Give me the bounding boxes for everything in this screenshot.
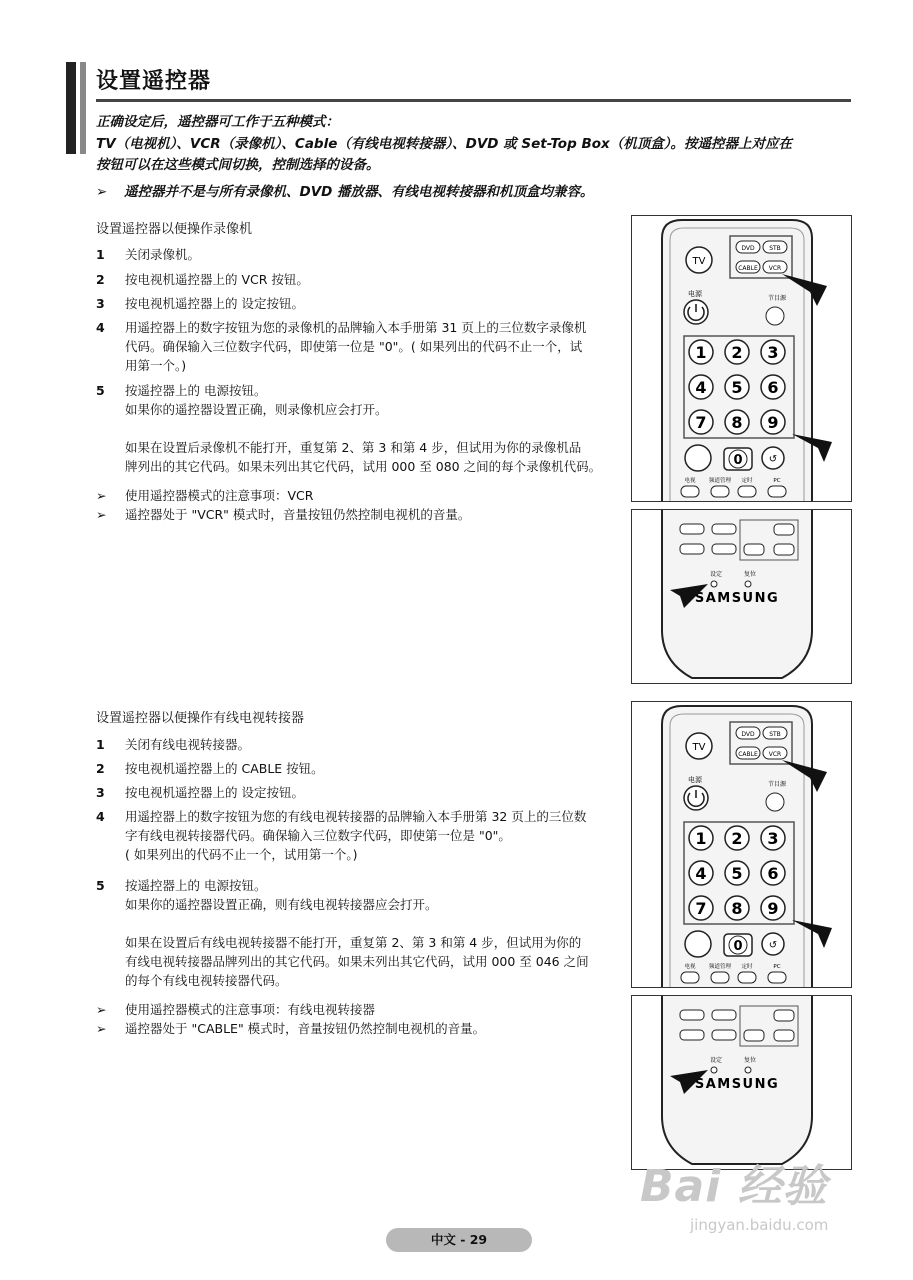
- watermark: [640, 1150, 870, 1250]
- intro-note-text: 遥控器并不是与所有录像机、DVD 播放器、有线电视转接器和机顶盒均兼容。: [124, 184, 594, 200]
- step-text: [125, 807, 630, 864]
- step-line: 如果在设置后录像机不能打开，重复第 2、第 3 和第 4 步，但试用为你的录像机品: [125, 440, 582, 455]
- prech-icon: ↺: [768, 454, 778, 465]
- step-line: 有线电视转接器品牌列出的其它代码。如果未列出其它代码，试用 000 至 046 之间: [125, 954, 589, 969]
- reset-button: [745, 1067, 751, 1073]
- note-text: 使用遥控器模式的注意事项：有线电视转接器: [125, 1002, 376, 1017]
- digit-0-label: 0: [733, 939, 743, 954]
- channel-down-button: [774, 1030, 794, 1041]
- digit-5-label: 5: [731, 378, 743, 397]
- intro-line-1: 正确设定后，遥控器可工作于五种模式：: [96, 114, 339, 130]
- row-button: [738, 486, 756, 497]
- header-bar-light: [80, 62, 86, 154]
- digit-9-label: 9: [767, 413, 779, 432]
- dash-button: [685, 931, 711, 957]
- step-line: 字有线电视转接器代码。确保输入三位数字代码，即使第一位是 "0"。: [125, 828, 511, 843]
- header-bar-dark: [66, 62, 76, 154]
- step-text: [125, 294, 630, 313]
- remote-top-1: [631, 215, 852, 502]
- step-line: 如果你的遥控器设置正确，则有线电视转接器应会打开。: [125, 897, 438, 912]
- step-line: 按电视机遥控器上的 CABLE 按钮。: [125, 761, 324, 776]
- digit-7-label: 7: [695, 899, 707, 918]
- note-marker: ➢: [96, 1021, 107, 1036]
- note-item: [96, 1019, 485, 1038]
- row-button: [768, 486, 786, 497]
- intro-line-2: TV（电视机）、VCR（录像机）、Cable（有线电视转接器）、DVD 或 Set-Top Box（机顶盒）。按遥控器上对应在: [96, 136, 792, 152]
- reset-button: [745, 581, 751, 587]
- power-label: 电源: [688, 776, 702, 784]
- remote-bottom-2: [631, 995, 852, 1170]
- stb-label: STB: [769, 731, 781, 738]
- step-line: 用遥控器上的数字按钮为您的录像机的品牌输入本手册第 31 页上的三位数字录像机: [125, 320, 587, 335]
- row-label: 定时: [741, 478, 753, 484]
- section2-title: 设置遥控器以便操作有线电视转接器: [96, 711, 305, 726]
- digit-6-label: 6: [767, 378, 779, 397]
- digit-5-label: 5: [731, 864, 743, 883]
- stb-label: STB: [769, 245, 781, 252]
- remote-top-2: [631, 701, 852, 988]
- step-text: [125, 318, 630, 375]
- small-button: [680, 1010, 704, 1020]
- dvd-label: DVD: [741, 245, 755, 252]
- channel-up-button: [774, 1010, 794, 1021]
- step-text: [125, 735, 630, 754]
- step-line: 用第一个。): [125, 358, 187, 373]
- channel-up-button: [774, 524, 794, 535]
- title-rule: [96, 99, 851, 102]
- step-line: 牌列出的其它代码。如果未列出其它代码，试用 000 至 080 之间的每个录像机代码。: [125, 459, 602, 474]
- step-line: [125, 914, 630, 933]
- watermark-url: jingyan.baidu.com: [690, 1216, 829, 1234]
- note-marker: ➢: [96, 184, 108, 200]
- row-button: [681, 486, 699, 497]
- row-button: [711, 972, 729, 983]
- tv-label: TV: [692, 256, 706, 267]
- dash-button: [685, 445, 711, 471]
- step-line: [125, 419, 630, 438]
- brand-logo: SAMSUNG: [694, 1077, 780, 1092]
- note-marker: ➢: [96, 488, 107, 503]
- set-button: [711, 1067, 717, 1073]
- vcr-label: VCR: [768, 751, 782, 758]
- row-button: [681, 972, 699, 983]
- step-number: 2: [96, 761, 105, 776]
- step-line: 按电视机遥控器上的 设定按钮。: [125, 296, 304, 311]
- source-label: 节目源: [768, 295, 787, 302]
- page-header: [66, 62, 851, 104]
- reset-label: 复位: [744, 1057, 757, 1064]
- page-number: 中文 - 29: [386, 1228, 532, 1252]
- reset-label: 复位: [744, 571, 757, 578]
- small-button: [712, 1010, 736, 1020]
- step-line: 按电视机遥控器上的 VCR 按钮。: [125, 272, 309, 287]
- small-button: [712, 524, 736, 534]
- note-item: [96, 505, 470, 524]
- step-line: 关闭有线电视转接器。: [125, 737, 251, 752]
- page-title: 设置遥控器: [96, 69, 212, 94]
- note-text: 遥控器处于 "VCR" 模式时，音量按钮仍然控制电视机的音量。: [125, 507, 471, 522]
- digit-8-label: 8: [731, 899, 743, 918]
- digit-7-label: 7: [695, 413, 707, 432]
- set-label: 设定: [710, 1057, 723, 1064]
- step-line: 代码。确保输入三位数字代码，即使第一位是 "0"。( 如果列出的代码不止一个，试: [125, 339, 583, 354]
- step-line: 关闭录像机。: [125, 247, 201, 262]
- small-button: [680, 524, 704, 534]
- step-line: 的每个有线电视转接器代码。: [125, 973, 288, 988]
- dvd-label: DVD: [741, 731, 755, 738]
- step-number: 1: [96, 247, 105, 262]
- step-text: [125, 876, 630, 990]
- section1-title: 设置遥控器以便操作录像机: [96, 222, 253, 237]
- digit-2-label: 2: [731, 829, 743, 848]
- step-number: 3: [96, 785, 105, 800]
- digit-1-label: 1: [695, 829, 707, 848]
- vcr-label: VCR: [768, 265, 782, 272]
- note-item: [96, 486, 313, 505]
- step-number: 4: [96, 320, 105, 335]
- step-text: [125, 381, 630, 476]
- mute-button: [744, 1030, 764, 1041]
- brand-logo: SAMSUNG: [694, 591, 780, 606]
- row-label: 频道管理: [708, 964, 732, 970]
- step-number: 5: [96, 383, 105, 398]
- step-line: 按遥控器上的 电源按钮。: [125, 878, 267, 893]
- step-number: 1: [96, 737, 105, 752]
- row-button: [738, 972, 756, 983]
- digit-3-label: 3: [767, 343, 779, 362]
- step-line: 如果在设置后有线电视转接器不能打开，重复第 2、第 3 和第 4 步，但试用为你的: [125, 935, 582, 950]
- step-text: [125, 270, 630, 289]
- row-label: 定时: [741, 964, 753, 970]
- digit-2-label: 2: [731, 343, 743, 362]
- watermark-logo: Bai 经验: [640, 1161, 828, 1212]
- small-button: [680, 1030, 704, 1040]
- step-line: 如果你的遥控器设置正确，则录像机应会打开。: [125, 402, 388, 417]
- digit-0-label: 0: [733, 453, 743, 468]
- step-line: 按遥控器上的 电源按钮。: [125, 383, 267, 398]
- source-button: [766, 793, 784, 811]
- row-label: 电视: [684, 964, 696, 970]
- digit-6-label: 6: [767, 864, 779, 883]
- small-button: [680, 544, 704, 554]
- step-line: ( 如果列出的代码不止一个，试用第一个。): [125, 847, 358, 862]
- set-label: 设定: [710, 571, 723, 578]
- cable-label: CABLE: [738, 265, 758, 272]
- note-text: 使用遥控器模式的注意事项：VCR: [125, 488, 314, 503]
- note-text: 遥控器处于 "CABLE" 模式时，音量按钮仍然控制电视机的音量。: [125, 1021, 486, 1036]
- row-button: [711, 486, 729, 497]
- row-label: PC: [773, 964, 781, 970]
- row-button: [768, 972, 786, 983]
- row-label: 电视: [684, 478, 696, 484]
- intro-note: [96, 182, 856, 203]
- digit-4-label: 4: [695, 864, 707, 883]
- digit-8-label: 8: [731, 413, 743, 432]
- digit-3-label: 3: [767, 829, 779, 848]
- note-item: [96, 1000, 375, 1019]
- digit-9-label: 9: [767, 899, 779, 918]
- row-label: 频道管理: [708, 478, 732, 484]
- source-button: [766, 307, 784, 325]
- step-number: 3: [96, 296, 105, 311]
- note-marker: ➢: [96, 1002, 107, 1017]
- note-marker: ➢: [96, 507, 107, 522]
- source-label: 节目源: [768, 781, 787, 788]
- step-line: 用遥控器上的数字按钮为您的有线电视转接器的品牌输入本手册第 32 页上的三位数: [125, 809, 587, 824]
- power-label: 电源: [688, 290, 702, 298]
- small-button: [712, 544, 736, 554]
- mute-button: [744, 544, 764, 555]
- cable-label: CABLE: [738, 751, 758, 758]
- remote-bottom-1: [631, 509, 852, 684]
- set-button: [711, 581, 717, 587]
- step-text: [125, 245, 630, 264]
- step-line: 按电视机遥控器上的 设定按钮。: [125, 785, 304, 800]
- small-button: [712, 1030, 736, 1040]
- step-text: [125, 783, 630, 802]
- row-label: PC: [773, 478, 781, 484]
- prech-icon: ↺: [768, 940, 778, 951]
- channel-down-button: [774, 544, 794, 555]
- step-number: 4: [96, 809, 105, 824]
- digit-1-label: 1: [695, 343, 707, 362]
- digit-4-label: 4: [695, 378, 707, 397]
- step-number: 5: [96, 878, 105, 893]
- intro-line-3: 按钮可以在这些模式间切换，控制选择的设备。: [96, 157, 380, 173]
- step-text: [125, 759, 630, 778]
- step-number: 2: [96, 272, 105, 287]
- tv-label: TV: [692, 742, 706, 753]
